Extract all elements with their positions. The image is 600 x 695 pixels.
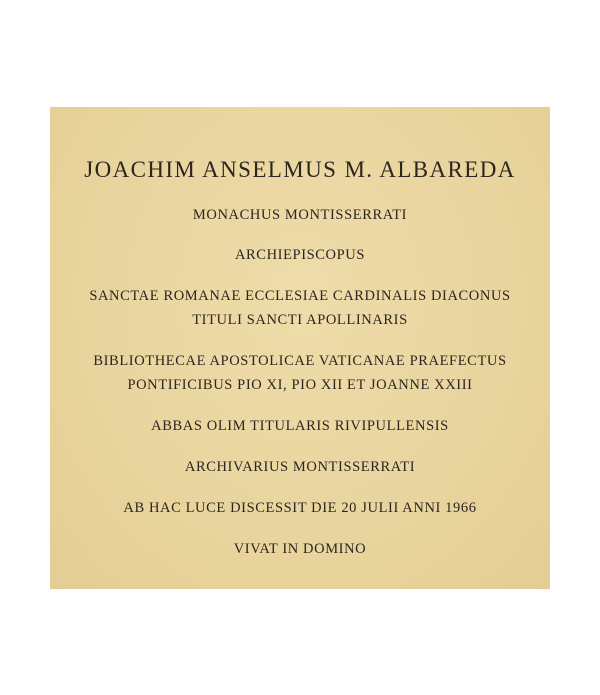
card-line-vivat: VIVAT IN DOMINO <box>233 541 367 557</box>
card-line-discessit: AB HAC LUCE DISCESSIT DIE 20 JULII ANNI 1966 <box>123 500 477 516</box>
card-line-archiepiscopus: ARCHIEPISCOPUS <box>234 247 366 263</box>
card-line-archivarius: ARCHIVARIUS MONTISSERRATI <box>184 459 416 475</box>
card-line-monachus: MONACHUS MONTISSERRATI <box>192 207 408 223</box>
card-line-tituli: TITULI SANCTI APOLLINARIS <box>192 312 408 328</box>
card-line-cardinalis: SANCTAE ROMANAE ECCLESIAE CARDINALIS DIACONUS <box>89 288 511 304</box>
memorial-card <box>50 107 550 589</box>
card-line-praefectus: BIBLIOTHECAE APOSTOLICAE VATICANAE PRAEFECTUS <box>93 353 507 369</box>
card-line-pontificibus: PONTIFICIBUS PIO XI, PIO XII ET JOANNE XXIII <box>127 377 473 393</box>
card-title: JOACHIM ANSELMUS M. ALBAREDA <box>84 157 516 182</box>
card-line-abbas: ABBAS OLIM TITULARIS RIVIPULLENSIS <box>151 418 449 434</box>
